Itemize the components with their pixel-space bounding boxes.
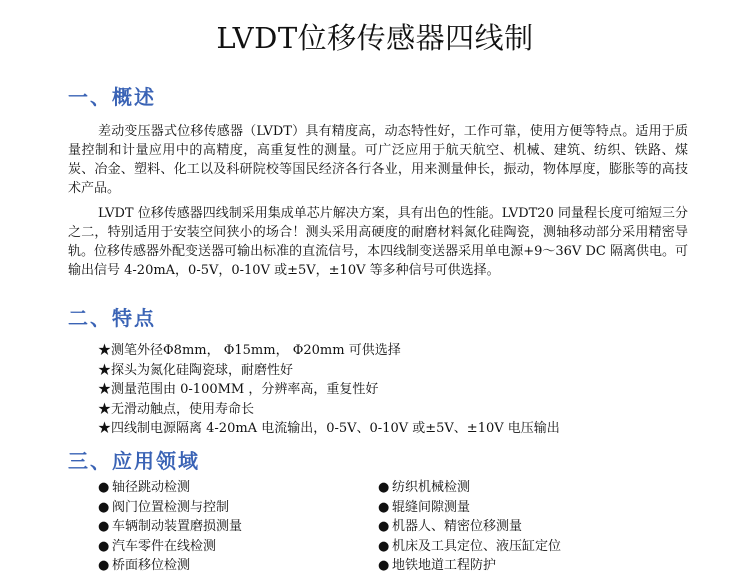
- application-item: [98, 498, 242, 518]
- dot-bullet-icon: ●: [378, 538, 390, 554]
- applications-list-left: [98, 478, 242, 576]
- application-item: [378, 537, 561, 557]
- star-bullet-icon: ★: [98, 401, 112, 417]
- overview-paragraph-1: [68, 122, 688, 198]
- dot-bullet-icon: ●: [378, 499, 390, 515]
- feature-item: [98, 419, 560, 439]
- dot-bullet-icon: ●: [98, 519, 110, 534]
- feature-text: 探头为氮化硅陶瓷球，耐磨性好: [111, 362, 294, 378]
- application-text: 轴径跳动检测: [112, 480, 191, 495]
- overview-paragraph-2: [68, 204, 688, 280]
- application-item: [378, 478, 561, 498]
- application-text: 纺织机械检测: [392, 480, 471, 495]
- application-text: 汽车零件在线检测: [112, 538, 217, 554]
- features-list: [98, 341, 560, 439]
- star-bullet-icon: ★: [98, 382, 112, 397]
- feature-item: [98, 361, 560, 381]
- overview-paragraph-2-text: LVDT 位移传感器四线制采用集成单芯片解决方案，具有出色的性能。LVDT20 同量程长度可缩短三分之二，特别适用于安装空间狭小的场合！测头采用高硬度的耐磨材料氮化硅陶瓷，测轴移动部分采用精密导轨。位移传感器外配变送器可输出标准的直流信号，本四线制变送器采用单电源+9～36V DC 隔离供电。可输出信号 4-20mA，0-5V，0-10V 或±5V，±10V 等多种信号可供选择。: [68, 206, 688, 278]
- section-heading-features: 二、特点: [68, 306, 156, 330]
- document-title: LVDT位移传感器四线制: [216, 21, 534, 55]
- application-text: 机床及工具定位、液压缸定位: [392, 538, 562, 554]
- dot-bullet-icon: ●: [98, 558, 110, 573]
- application-text: 机器人、精密位移测量: [392, 519, 523, 534]
- application-text: 桥面移位检测: [112, 558, 191, 573]
- star-bullet-icon: ★: [98, 362, 112, 378]
- overview-paragraph-1-text: 差动变压器式位移传感器（LVDT）具有精度高，动态特性好，工作可靠，使用方便等特点。适用于质量控制和计量应用中的高精度，高重复性的测量。可广泛应用于航天航空、机械、建筑、纺织、铁路、煤炭、冶金、塑料、化工以及科研院校等国民经济各行各业，用来测量伸长，振动，物体厚度，膨胀等的高技术产品。: [68, 124, 688, 196]
- application-item: [98, 537, 242, 557]
- star-bullet-icon: ★: [98, 421, 112, 436]
- feature-text: 无滑动触点，使用寿命长: [111, 401, 255, 417]
- application-item: [98, 556, 242, 576]
- dot-bullet-icon: ●: [378, 558, 390, 573]
- application-item: [378, 556, 561, 576]
- dot-bullet-icon: ●: [98, 499, 110, 515]
- application-item: [378, 517, 561, 537]
- application-text: 车辆制动装置磨损测量: [112, 519, 243, 534]
- section-heading-overview: 一、概述: [68, 85, 156, 109]
- feature-text: 四线制电源隔离 4-20mA 电流输出，0-5V、0-10V 或±5V、±10V 电压输出: [111, 421, 560, 436]
- dot-bullet-icon: ●: [98, 480, 110, 495]
- application-item: [98, 517, 242, 537]
- applications-list-right: [378, 478, 561, 576]
- feature-item: [98, 400, 560, 420]
- feature-item: [98, 380, 560, 400]
- dot-bullet-icon: ●: [378, 519, 390, 534]
- application-item: [98, 478, 242, 498]
- dot-bullet-icon: ●: [378, 480, 390, 495]
- dot-bullet-icon: ●: [98, 538, 110, 554]
- application-text: 辊缝间隙测量: [392, 499, 471, 515]
- application-text: 阀门位置检测与控制: [112, 499, 230, 515]
- feature-item: [98, 341, 560, 361]
- feature-text: 测量范围由 0-100MM ，分辨率高，重复性好: [111, 382, 379, 397]
- section-heading-applications: 三、应用领域: [68, 449, 200, 473]
- application-item: [378, 498, 561, 518]
- feature-text: 测笔外径Φ8mm， Φ15mm， Φ20mm 可供选择: [111, 343, 401, 358]
- application-text: 地铁地道工程防护: [392, 558, 497, 573]
- star-bullet-icon: ★: [98, 343, 112, 358]
